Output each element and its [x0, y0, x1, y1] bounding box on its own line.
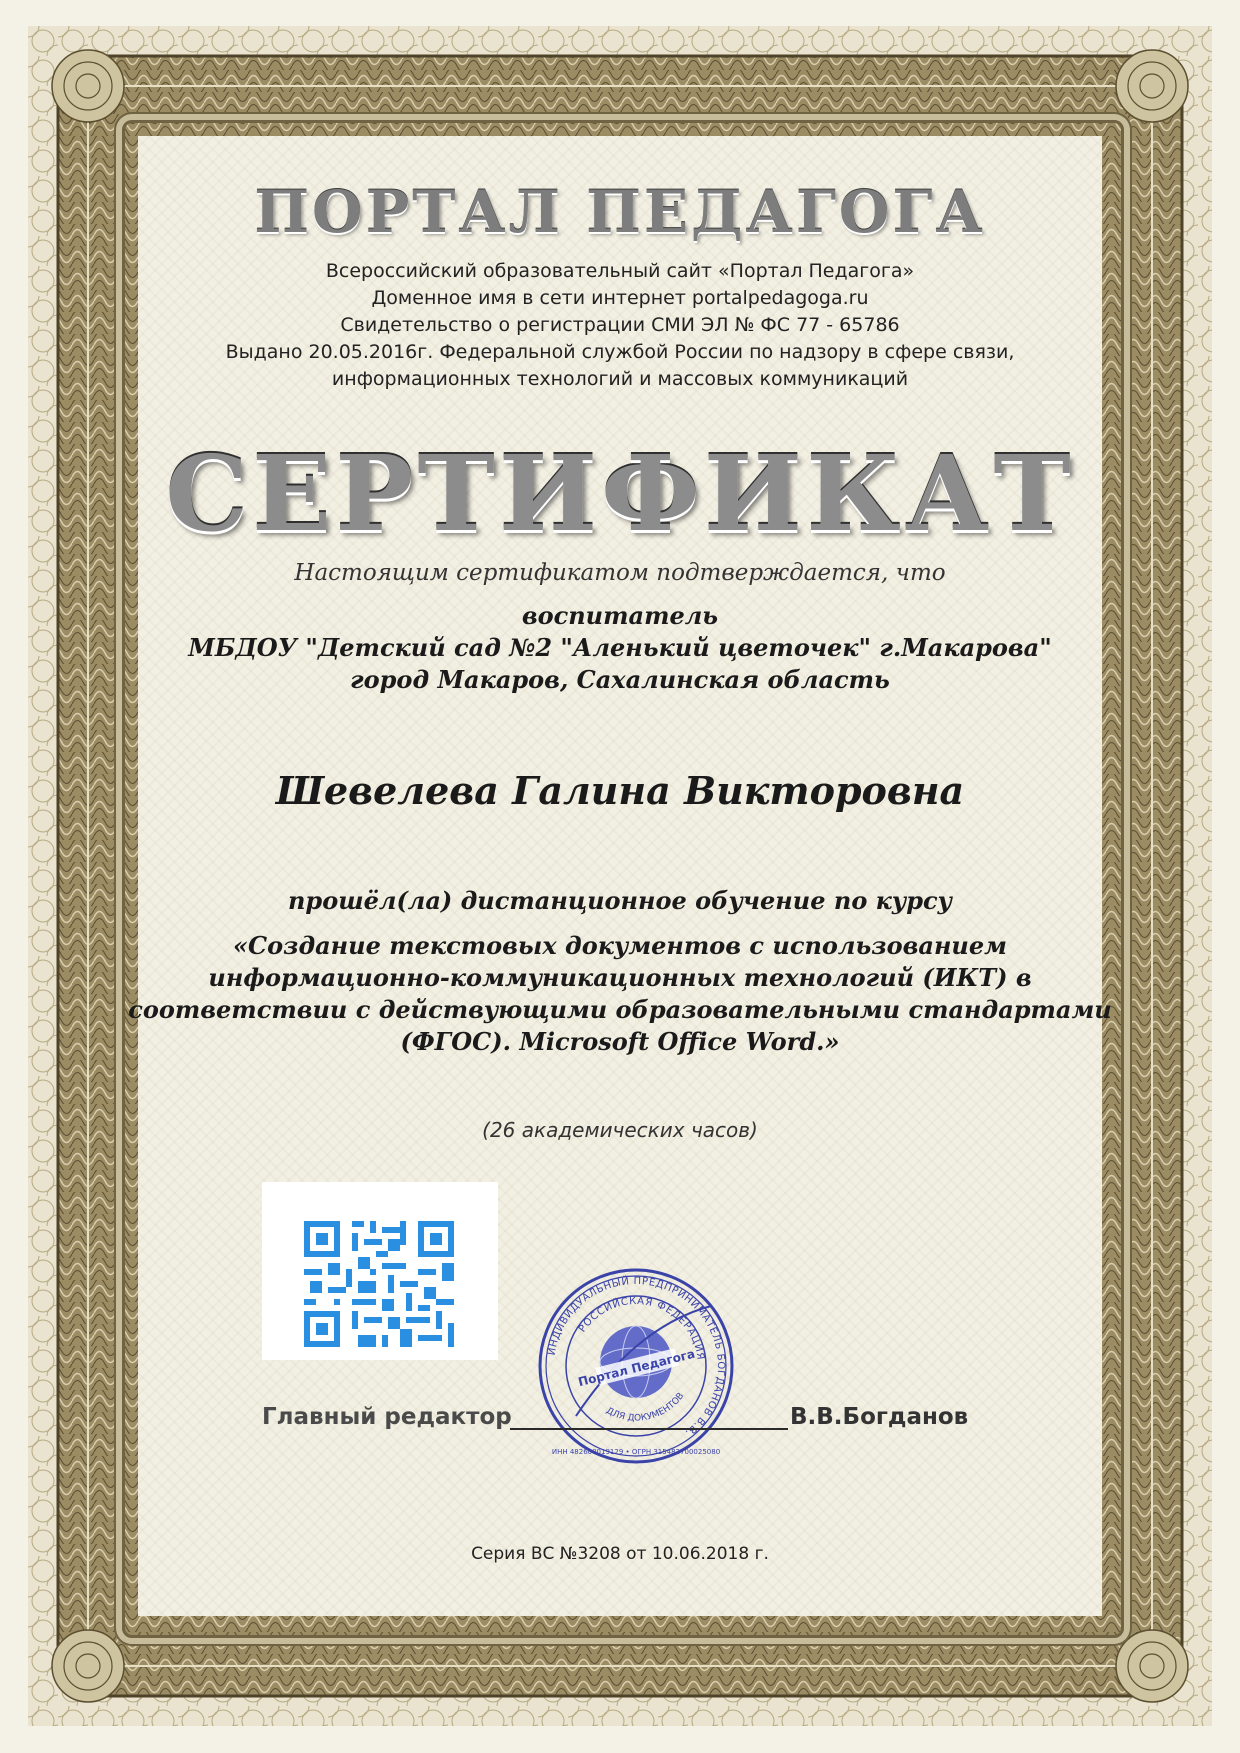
org-line: Выдано 20.05.2016г. Федеральной службой России по надзору в сфере связи, [225, 341, 1015, 363]
stamp-outer-text: ИНДИВИДУАЛЬНЫЙ ПРЕДПРИНИМАТЕЛЬ БОГДАНОВ В.В. [546, 1275, 727, 1439]
org-line: Всероссийский образовательный сайт «Портал Педагога» [325, 260, 915, 282]
course-line: (ФГОС). Microsoft Office Word.» [400, 1027, 840, 1056]
stamp-numbers: ИНН 482600019129 • ОГРН 315482700025080 [551, 1448, 721, 1456]
org-line: Доменное имя в сети интернет portalpedagoga.ru [371, 287, 869, 309]
editor-label: Главный редактор [262, 1404, 512, 1430]
editor-name: В.В.Богданов [790, 1404, 969, 1430]
course-title [0, 930, 1240, 1058]
course-line: информационно-коммуникационных технологий (ИКТ) в [208, 963, 1032, 992]
certificate-title: СЕРТИФИКАТ [165, 432, 1075, 555]
course-intro: прошёл(ла) дистанционное обучение по курсу [287, 886, 953, 915]
qr-code[interactable] [262, 1182, 498, 1360]
stamp-bottom-text: ДЛЯ ДОКУМЕНТОВ [604, 1391, 687, 1424]
org-line: Свидетельство о регистрации СМИ ЭЛ № ФС 77 - 65786 [340, 314, 900, 336]
stamp-center-text: Портал Педагога [576, 1346, 697, 1390]
qr-code-icon [304, 1220, 454, 1348]
recipient-role [0, 600, 1240, 696]
course-line: «Создание текстовых документов с использованием [233, 931, 1007, 960]
course-line: соответствии с действующими образовательными стандартами [128, 995, 1112, 1024]
confirm-text: Настоящим сертификатом подтверждается, что [294, 560, 946, 586]
official-stamp-icon [536, 1266, 736, 1466]
organization-info [0, 258, 1240, 393]
role-line: МБДОУ "Детский сад №2 "Аленький цветочек" г.Макарова" [188, 633, 1052, 662]
org-line: информационных технологий и массовых коммуникаций [331, 368, 909, 390]
recipient-name: Шевелева Галина Викторовна [275, 768, 965, 813]
portal-title: ПОРТАЛ ПЕДАГОГА [254, 178, 986, 246]
certificate-series: Серия ВС №3208 от 10.06.2018 г. [471, 1544, 769, 1564]
role-line: город Макаров, Сахалинская область [350, 665, 890, 694]
course-hours: (26 академических часов) [482, 1118, 758, 1142]
stamp-inner-text: РОССИЙСКАЯ ФЕДЕРАЦИЯ [577, 1295, 706, 1362]
role-line: воспитатель [521, 601, 719, 630]
signature-line [510, 1428, 788, 1430]
